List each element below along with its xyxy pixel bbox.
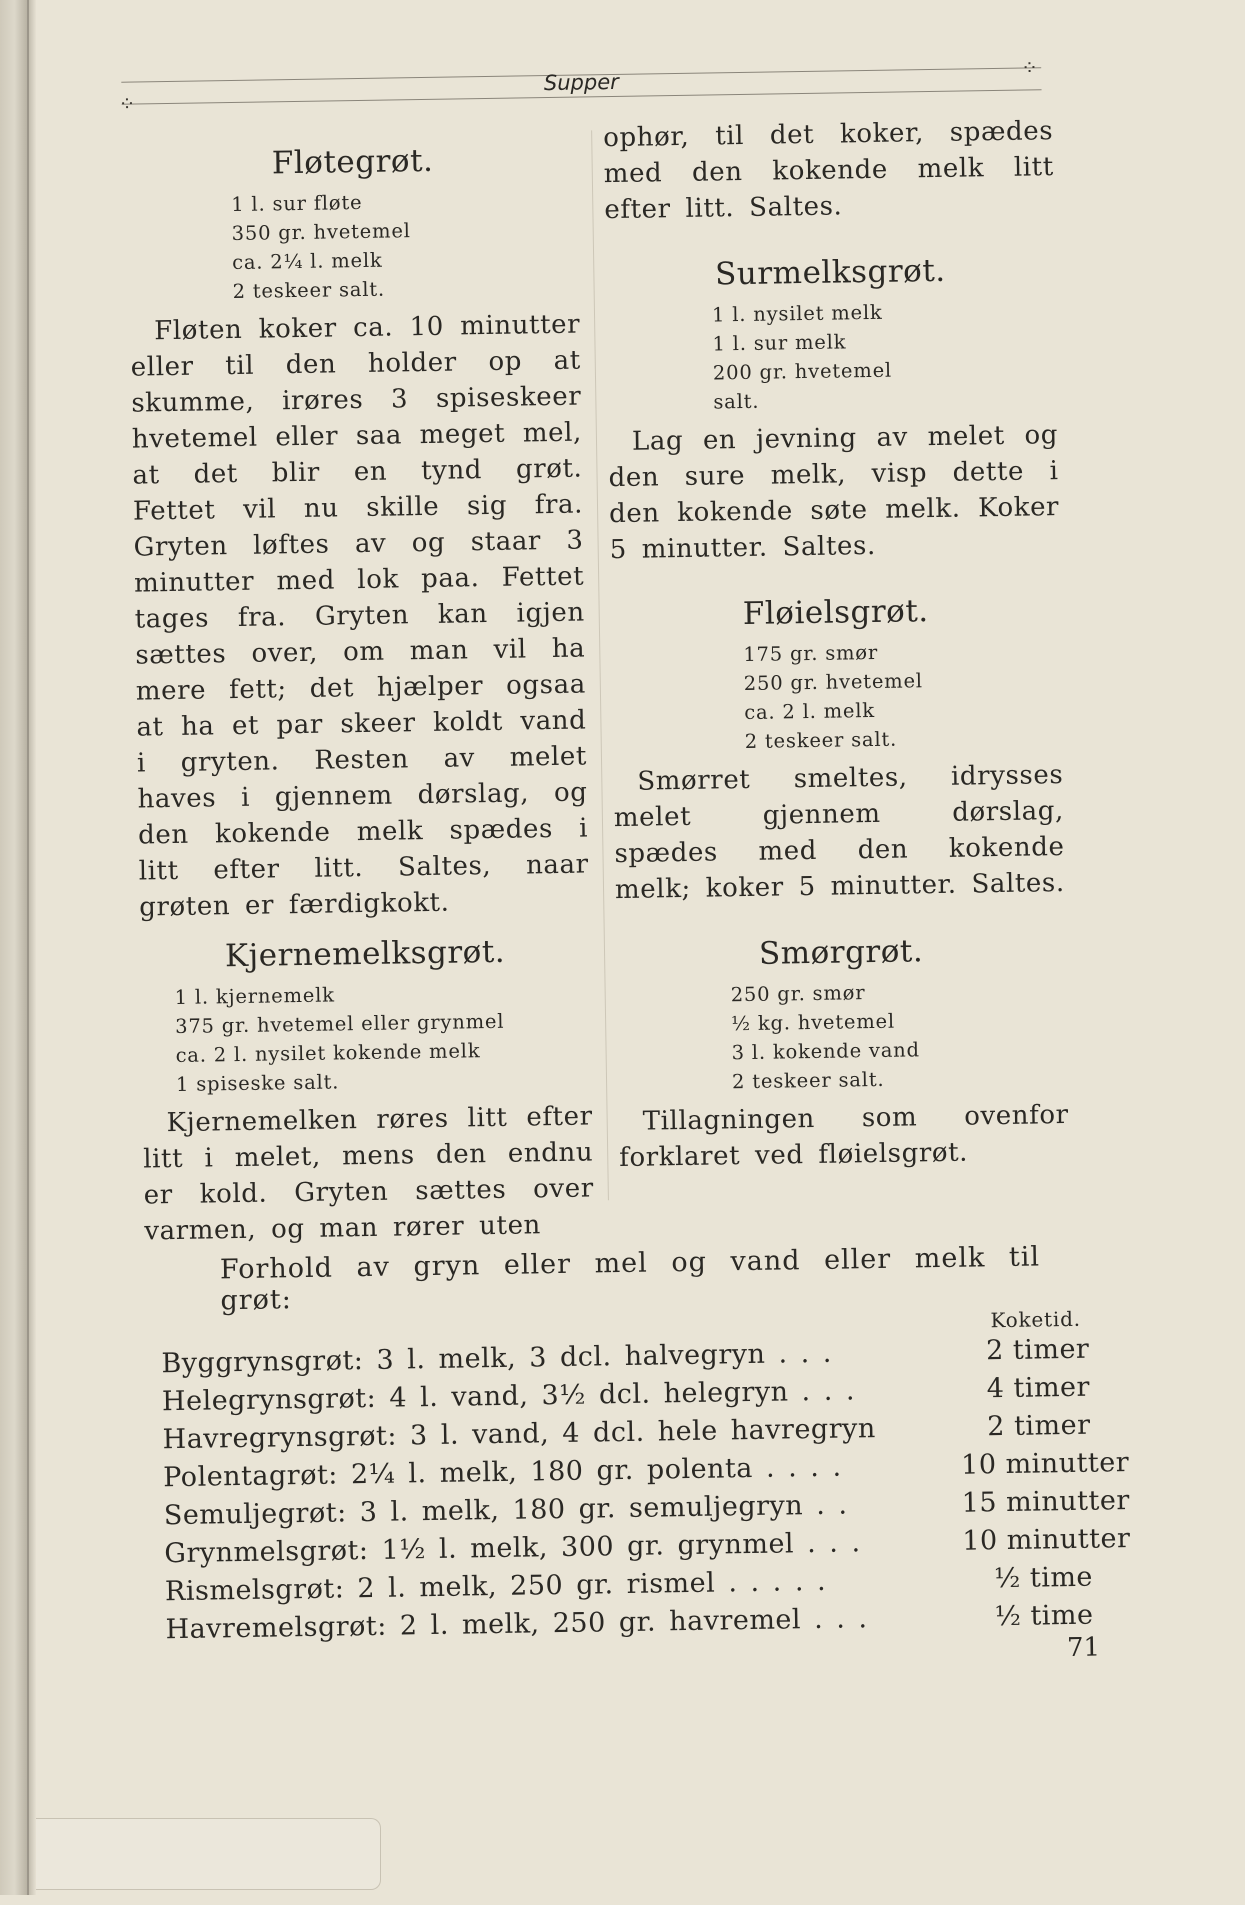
ingredient: 1 l. kjernemelk	[174, 983, 336, 1009]
ratio-text: Grynmelsgrøt: 1½ l. melk, 300 gr. grynmel . . .	[164, 1527, 861, 1570]
ratio-text: Helegrynsgrøt: 4 l. vand, 3½ dcl. helegryn . . .	[161, 1375, 856, 1418]
left-column	[127, 141, 594, 1250]
ratio-text: Rismelsgrøt: 2 l. melk, 250 gr. rismel . . . . .	[164, 1565, 827, 1608]
ingredient-list	[611, 635, 1063, 758]
recipe-text: Tillagningen som ovenfor forklaret ved fløielsgrøt.	[619, 1099, 1069, 1174]
ingredient: 200 gr. hvetemel	[712, 358, 893, 385]
recipe-kjernemelksgrot	[140, 932, 595, 1249]
recipe-title: Smørgrøt.	[758, 933, 924, 972]
ingredient-list	[617, 975, 1069, 1098]
ingredient: 250 gr. hvetemel	[743, 669, 924, 696]
ingredient: 2 teskeer salt.	[744, 727, 898, 754]
ingredient-list	[140, 976, 592, 1099]
ingredient: 2 teskeer salt.	[232, 277, 386, 304]
recipe-text-continuation: ophør, til det koker, spædes med den kokende melk litt efter litt. Saltes.	[603, 116, 1054, 226]
recipe-title: Surmelksgrøt.	[714, 252, 946, 293]
cooking-time: 10 minutter	[962, 1523, 1131, 1557]
ingredient: 350 gr. hvetemel	[231, 219, 411, 246]
ratio-text: Polentagrøt: 2¼ l. melk, 180 gr. polenta . . . .	[162, 1451, 842, 1494]
ingredient: 175 gr. smør	[743, 640, 879, 667]
recipe-title: Fløielsgrøt.	[742, 593, 929, 633]
cooking-time: ½ time	[994, 1599, 1094, 1633]
cooking-time: 10 minutter	[960, 1447, 1130, 1481]
ingredient: 1 l. sur fløte	[231, 190, 363, 217]
ratio-text: Byggrynsgrøt: 3 l. melk, 3 dcl. halvegryn . . .	[161, 1337, 833, 1380]
ingredient: 1 spiseske salt.	[175, 1070, 340, 1096]
ingredient: ½ kg. hvetemel	[730, 1009, 896, 1036]
ratio-text: Havregrynsgrøt: 3 l. vand, 4 dcl. hele havregryn	[162, 1413, 876, 1456]
cooking-time: 2 timer	[985, 1333, 1090, 1367]
ingredient: salt.	[713, 389, 760, 414]
cooking-time: 4 timer	[986, 1371, 1091, 1405]
recipe-title: Kjernemelksgrøt.	[224, 933, 506, 975]
cooking-time-header: Koketid.	[990, 1306, 1082, 1333]
recipe-floielsgrot	[610, 591, 1065, 908]
recipe-surmelksgrot	[605, 251, 1060, 568]
cooking-time: ½ time	[993, 1561, 1094, 1595]
ornament-icon: ⁘	[1021, 55, 1039, 80]
recipe-text: Fløten koker ca. 10 minutter eller til den holder op at skumme, irøres 3 spiseskeer hvetemel eller saa meget mel, at det blir en tynd grøt. Fettet vil nu skille sig fra. Gryten løftes av og staar 3 minutter med lok paa. Fettet tages fra. Gryten kan igjen sættes over, om man vil ha mere fett; det hjælper ogsaa at ha et par skeer koldt vand i gryten. Resten av melet haves i gjennem dørslag, og den kokende melk spædes i litt efter litt. Saltes, naar grøten er færdigkokt.	[130, 309, 589, 923]
page-number: 71	[1066, 1632, 1101, 1664]
ingredient: 2 teskeer salt.	[731, 1067, 885, 1094]
right-column	[603, 113, 1070, 1176]
ingredient: 3 l. kokende vand	[731, 1038, 921, 1065]
ingredient: 375 gr. hvetemel eller grynmel	[174, 1009, 505, 1038]
ingredient: 1 l. sur melk	[712, 330, 847, 356]
ingredient: ca. 2 l. nysilet kokende melk	[175, 1039, 481, 1067]
recipe-text: Kjernemelken røres litt efter litt i melet, mens den endnu er kold. Gryten sættes over varmen, og man rører uten	[142, 1101, 594, 1247]
ratio-text: Havremelsgrøt: 2 l. melk, 250 gr. havremel . . .	[165, 1603, 868, 1646]
recipe-title: Fløtegrøt.	[271, 142, 434, 182]
ingredient: ca. 2 l. melk	[744, 698, 876, 725]
ingredient-list	[128, 185, 580, 308]
page-tab-marker	[36, 1818, 381, 1890]
ingredient: 250 gr. smør	[730, 981, 866, 1007]
running-head: Supper	[543, 69, 619, 96]
ratio-text: Semuljegrøt: 3 l. melk, 180 gr. semuljegryn . .	[163, 1489, 848, 1532]
ingredient: 1 l. nysilet melk	[711, 300, 883, 327]
cooking-time: 2 timer	[987, 1409, 1091, 1443]
recipe-smorgrot	[616, 931, 1070, 1176]
ratio-table-title: Forhold av gryn eller mel og vand eller melk til grøt:	[219, 1241, 1041, 1317]
recipe-flotegrot	[127, 141, 589, 926]
ornament-icon: ⁘	[118, 91, 136, 116]
cooking-time: 15 minutter	[961, 1485, 1131, 1519]
recipe-text: Smørret smeltes, idrysses melet gjennem dørslag, spædes med den kokende melk; koker 5 minutter. Saltes.	[613, 760, 1065, 906]
ingredient-list	[606, 295, 1058, 418]
recipe-text: Lag en jevning av melet og den sure melk, visp dette i den kokende søte melk. Koker 5 minutter. Saltes.	[608, 420, 1060, 566]
ingredient: ca. 2¼ l. melk	[231, 248, 383, 275]
